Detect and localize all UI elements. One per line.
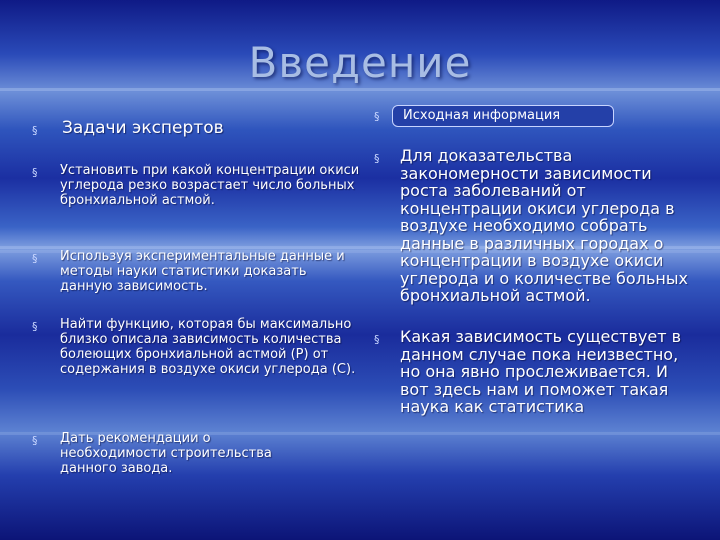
- right-item-1: Для доказательства закономерности зависимости роста заболеваний от концентрации окиси углерода в воздухе необходимо собрать данные в различных городах о концентрации в воздухе окиси углерода и о количестве больных бронхиальной астмой.: [400, 146, 688, 305]
- source-info-heading: Исходная информация: [392, 105, 614, 127]
- bullet-marker: §: [32, 320, 38, 333]
- bullet-marker: §: [374, 333, 380, 346]
- left-item-2: Используя экспериментальные данные и методы науки статистики доказать данную зависимость.: [60, 249, 345, 294]
- slide-title: Введение: [248, 38, 472, 87]
- bullet-marker: §: [32, 124, 38, 137]
- bullet-marker: §: [32, 166, 38, 179]
- bullet-marker: §: [32, 434, 38, 447]
- bullet-marker: §: [32, 252, 38, 265]
- bullet-marker: §: [374, 152, 380, 165]
- left-item-3: Найти функцию, которая бы максимально близко описала зависимость количества болеющих бронхиальной астмой (P) от содержания в воздухе окиси углерода (C).: [60, 317, 356, 377]
- bullet-marker: §: [374, 110, 380, 123]
- left-item-4: Дать рекомендации о необходимости строительства данного завода.: [60, 431, 272, 476]
- left-item-1: Установить при какой концентрации окиси углерода резко возрастает число больных бронхиальной астмой.: [60, 163, 360, 208]
- left-heading: Задачи экспертов: [62, 118, 224, 138]
- right-item-2: Какая зависимость существует в данном случае пока неизвестно, но она явно прослеживается. И вот здесь нам и поможет такая наука как статистика: [400, 327, 682, 416]
